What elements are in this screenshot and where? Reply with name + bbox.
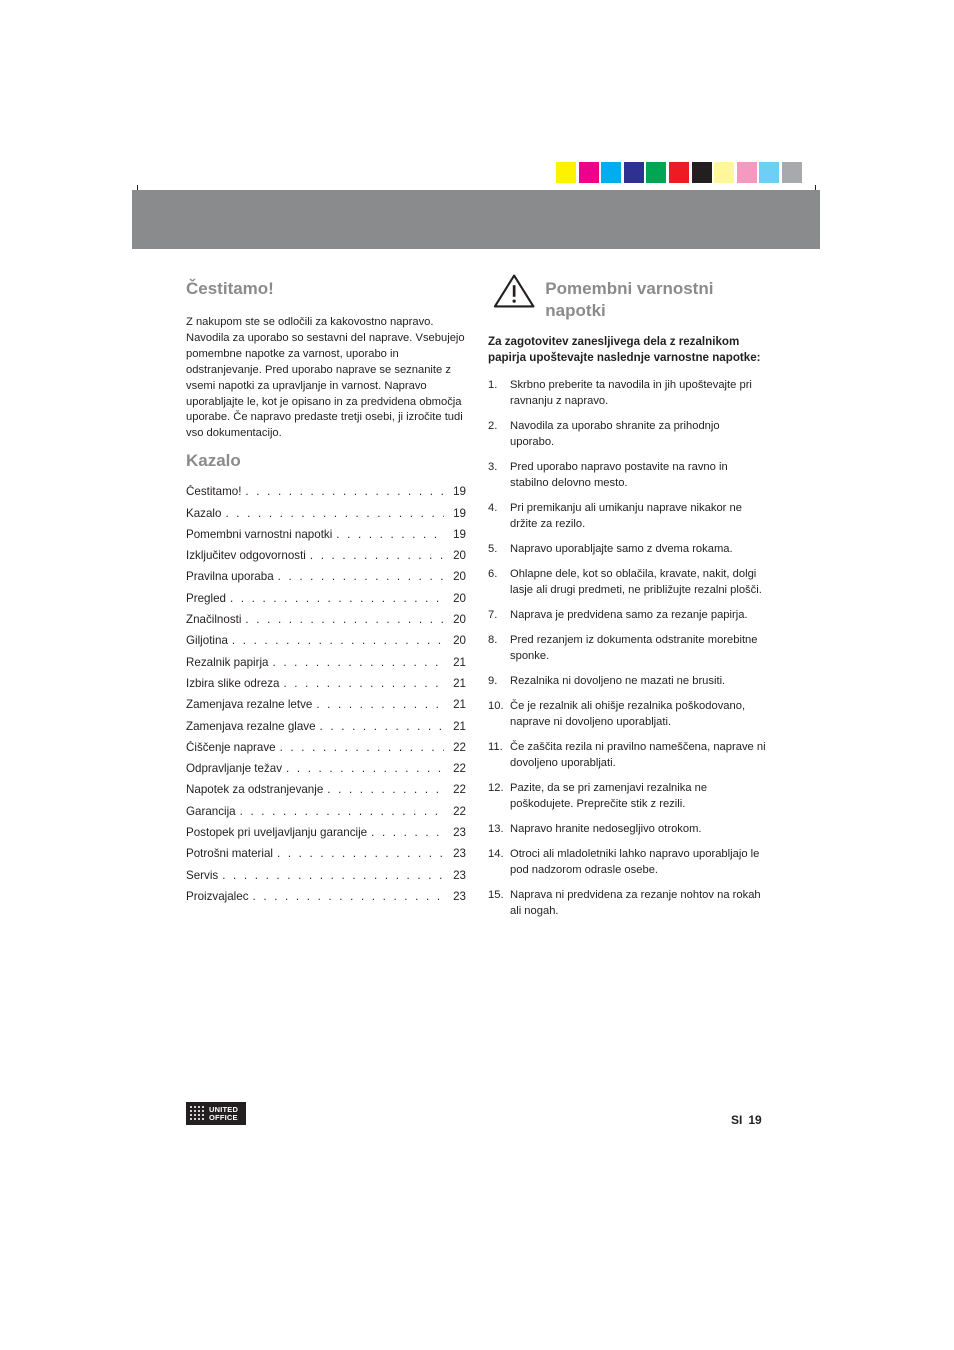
toc-entry [186, 890, 466, 911]
toc-entry-page: 21 [453, 655, 466, 669]
toc-leader-dots [218, 869, 444, 882]
safety-item-text: Skrbno preberite ta navodila in jih upoštevajte pri ravnanju z napravo. [510, 379, 752, 407]
toc-entry [186, 613, 466, 634]
safety-item-text: Pri premikanju ali umikanju naprave nikakor ne držite za rezilo. [510, 502, 742, 530]
safety-item [488, 887, 770, 919]
warning-triangle-icon [492, 272, 536, 310]
safety-item [488, 500, 770, 532]
logo-line-1: UNITED [209, 1104, 239, 1114]
congrats-text: Z nakupom ste se odločili za kakovostno napravo. Navodila za uporabo so sestavni del naprave. Vsebujejo pomembne napotke za varnost, uporabo in odstranjevanje. Pred uporabo naprave se seznanite z vsemi napotki za upravljanje in varnost. Napravo uporabljajte le, kot je opisano in za predvidena območja uporabe. Če napravo predaste tretji osebi, ji izročite tudi vso dokumentacijo. [186, 316, 465, 440]
toc-entry [186, 634, 466, 655]
toc-leader-dots [273, 847, 444, 860]
toc-entry-page: 22 [453, 762, 466, 776]
safety-item-number: 8. [488, 634, 498, 646]
page-number: 19 [748, 1113, 762, 1127]
toc-leader-dots [323, 783, 444, 796]
toc-entry-title: Izključitev odgovornosti [186, 549, 306, 563]
toc-entry-page: 22 [453, 740, 466, 754]
toc-leader-dots [241, 613, 444, 626]
toc-entry-title: Pravilna uporaba [186, 570, 274, 584]
toc-entry-page: 22 [453, 804, 466, 818]
toc-entry [186, 869, 466, 890]
toc-entry-title: Čiščenje naprave [186, 740, 276, 754]
toc-entry [186, 783, 466, 804]
toc-entry-title: Značilnosti [186, 613, 242, 627]
language-code: SI [731, 1113, 743, 1127]
safety-item [488, 541, 770, 557]
safety-item [488, 739, 770, 771]
toc-leader-dots [276, 741, 444, 754]
header-band [132, 190, 820, 249]
safety-item-number: 14. [488, 848, 504, 860]
toc-entry-title: Odpravljanje težav [186, 762, 283, 776]
safety-item-number: 3. [488, 461, 498, 473]
toc-leader-dots [332, 528, 444, 541]
toc-leader-dots [221, 507, 444, 520]
color-swatch [669, 162, 689, 183]
toc-entry-page: 23 [453, 889, 466, 903]
toc-entry-title: Giljotina [186, 634, 228, 648]
safety-item-number: 4. [488, 502, 498, 514]
toc-entry-title: Izbira slike odreza [186, 676, 280, 690]
toc-entry-page: 20 [453, 591, 466, 605]
toc-entry-page: 19 [453, 506, 466, 520]
color-swatch [624, 162, 644, 183]
safety-item [488, 821, 770, 837]
toc-entry [186, 805, 466, 826]
toc-entry-page: 22 [453, 783, 466, 797]
safety-item [488, 607, 770, 623]
print-color-bar [556, 162, 805, 183]
toc-leader-dots [279, 677, 444, 690]
toc-entry-title: Rezalnik papirja [186, 655, 269, 669]
logo-dot-grid-icon [189, 1105, 206, 1122]
toc-entry-page: 23 [453, 868, 466, 882]
toc-leader-dots [249, 890, 444, 903]
safety-item-number: 11. [488, 741, 503, 753]
toc-entry-title: Proizvajalec [186, 889, 249, 903]
safety-item-text: Napravo hranite nedosegljivo otrokom. [510, 823, 702, 835]
safety-item-number: 9. [488, 675, 498, 687]
toc-entry-page: 20 [453, 613, 466, 627]
color-swatch [579, 162, 599, 183]
safety-item-number: 12. [488, 782, 504, 794]
logo-line-2: OFFICE [209, 1112, 238, 1122]
toc-entry [186, 549, 466, 570]
toc-entry-title: Pregled [186, 591, 226, 605]
safety-item-number: 1. [488, 379, 498, 391]
page-footer [731, 1113, 762, 1127]
safety-item-text: Ohlapne dele, kot so oblačila, kravate, nakit, dolgi lasje ali drugi predmeti, ne približujte rezalni plošči. [510, 568, 762, 596]
right-column [488, 278, 770, 928]
toc-leader-dots [306, 549, 444, 562]
safety-heading: Pomembni varnostni napotki [545, 279, 714, 320]
toc-entry-page: 23 [453, 847, 466, 861]
toc-leader-dots [236, 805, 444, 818]
safety-item-text: Navodila za uporabo shranite za prihodnjo uporabo. [510, 420, 720, 448]
toc-entry-page: 20 [453, 549, 466, 563]
safety-item [488, 673, 770, 689]
safety-item [488, 698, 770, 730]
safety-item-text: Pred uporabo napravo postavite na ravno in stabilno delovno mesto. [510, 461, 728, 489]
toc-leader-dots [226, 592, 444, 605]
toc-entry-page: 19 [453, 527, 466, 541]
safety-item-number: 15. [488, 889, 504, 901]
brand-logo [186, 1102, 246, 1125]
toc-entry-title: Čestitamo! [186, 485, 242, 499]
toc-entry [186, 656, 466, 677]
toc-leader-dots [241, 485, 444, 498]
left-column [186, 278, 466, 911]
toc-entry [186, 741, 466, 762]
toc-entry-title: Pomembni varnostni napotki [186, 527, 333, 541]
toc-entry-title: Servis [186, 868, 219, 882]
toc-entry-title: Napotek za odstranjevanje [186, 783, 324, 797]
toc-leader-dots [228, 634, 444, 647]
toc-leader-dots [269, 656, 445, 669]
safety-item-text: Pred rezanjem iz dokumenta odstranite morebitne sponke. [510, 634, 758, 662]
safety-item-text: Naprava ni predvidena za rezanje nohtov na rokah ali nogah. [510, 889, 761, 917]
toc-entry [186, 570, 466, 591]
color-swatch [714, 162, 734, 183]
toc-entry [186, 762, 466, 783]
safety-item [488, 418, 770, 450]
safety-item-number: 2. [488, 420, 498, 432]
safety-header [488, 278, 770, 322]
safety-item-text: Naprava je predvidena samo za rezanje papirja. [510, 609, 748, 621]
safety-item [488, 846, 770, 878]
toc-entry [186, 677, 466, 698]
toc-entry-page: 19 [453, 485, 466, 499]
toc-entry [186, 720, 466, 741]
toc-leader-dots [274, 570, 444, 583]
safety-item-text: Če zaščita rezila ni pravilno nameščena, naprave ni dovoljeno uporabljati. [510, 741, 766, 769]
toc-entry-page: 21 [453, 719, 466, 733]
safety-item-number: 5. [488, 543, 498, 555]
toc-entry [186, 485, 466, 506]
toc-leader-dots [316, 720, 444, 733]
toc-leader-dots [282, 762, 444, 775]
safety-item [488, 780, 770, 812]
table-of-contents [186, 485, 466, 911]
toc-entry-title: Kazalo [186, 506, 222, 520]
safety-list [488, 377, 770, 919]
toc-entry-page: 23 [453, 826, 466, 839]
safety-item-text: Napravo uporabljajte samo z dvema rokama. [510, 543, 733, 555]
toc-entry [186, 826, 466, 847]
toc-entry [186, 847, 466, 868]
color-swatch [556, 162, 576, 183]
toc-entry [186, 528, 466, 549]
safety-item-text: Otroci ali mladoletniki lahko napravo uporabljajo le pod nadzorom odrasle osebe. [510, 848, 760, 876]
color-swatch [692, 162, 712, 183]
safety-item [488, 459, 770, 491]
toc-entry-title: Zamenjava rezalne letve [186, 698, 313, 712]
toc-entry-title: Potrošni material [186, 847, 273, 861]
toc-entry-page: 21 [453, 676, 466, 690]
toc-entry-title: Postopek pri uveljavljanju garancije [186, 826, 368, 839]
safety-lead: Za zagotovitev zanesljivega dela z rezalnikom papirja upoštevajte naslednje varnostne napotke: [488, 335, 761, 364]
color-swatch [782, 162, 802, 183]
safety-item-number: 10. [488, 700, 504, 712]
safety-item-number: 6. [488, 568, 498, 580]
safety-item [488, 377, 770, 409]
safety-item-text: Rezalnika ni dovoljeno ne mazati ne brusiti. [510, 675, 726, 687]
safety-item [488, 566, 770, 598]
congrats-heading: Čestitamo! [186, 279, 274, 298]
toc-entry-title: Zamenjava rezalne glave [186, 719, 316, 733]
color-swatch [601, 162, 621, 183]
color-swatch [737, 162, 757, 183]
safety-item-text: Če je rezalnik ali ohišje rezalnika poškodovano, naprave ni dovoljeno uporabljati. [510, 700, 746, 728]
safety-item-number: 7. [488, 609, 498, 621]
toc-entry-page: 20 [453, 634, 466, 648]
color-swatch [759, 162, 779, 183]
color-swatch [646, 162, 666, 183]
safety-item-number: 13. [488, 823, 504, 835]
toc-entry-page: 21 [453, 698, 466, 712]
toc-entry-title: Garancija [186, 804, 236, 818]
toc-leader-dots [367, 826, 444, 839]
toc-entry [186, 507, 466, 528]
toc-leader-dots [312, 698, 444, 711]
toc-entry [186, 592, 466, 613]
safety-item [488, 632, 770, 664]
toc-entry-page: 20 [453, 570, 466, 584]
toc-heading: Kazalo [186, 451, 241, 471]
logo-text [209, 1106, 238, 1122]
safety-item-text: Pazite, da se pri zamenjavi rezalnika ne poškodujete. Preprečite stik z rezili. [510, 782, 708, 810]
toc-entry [186, 698, 466, 719]
